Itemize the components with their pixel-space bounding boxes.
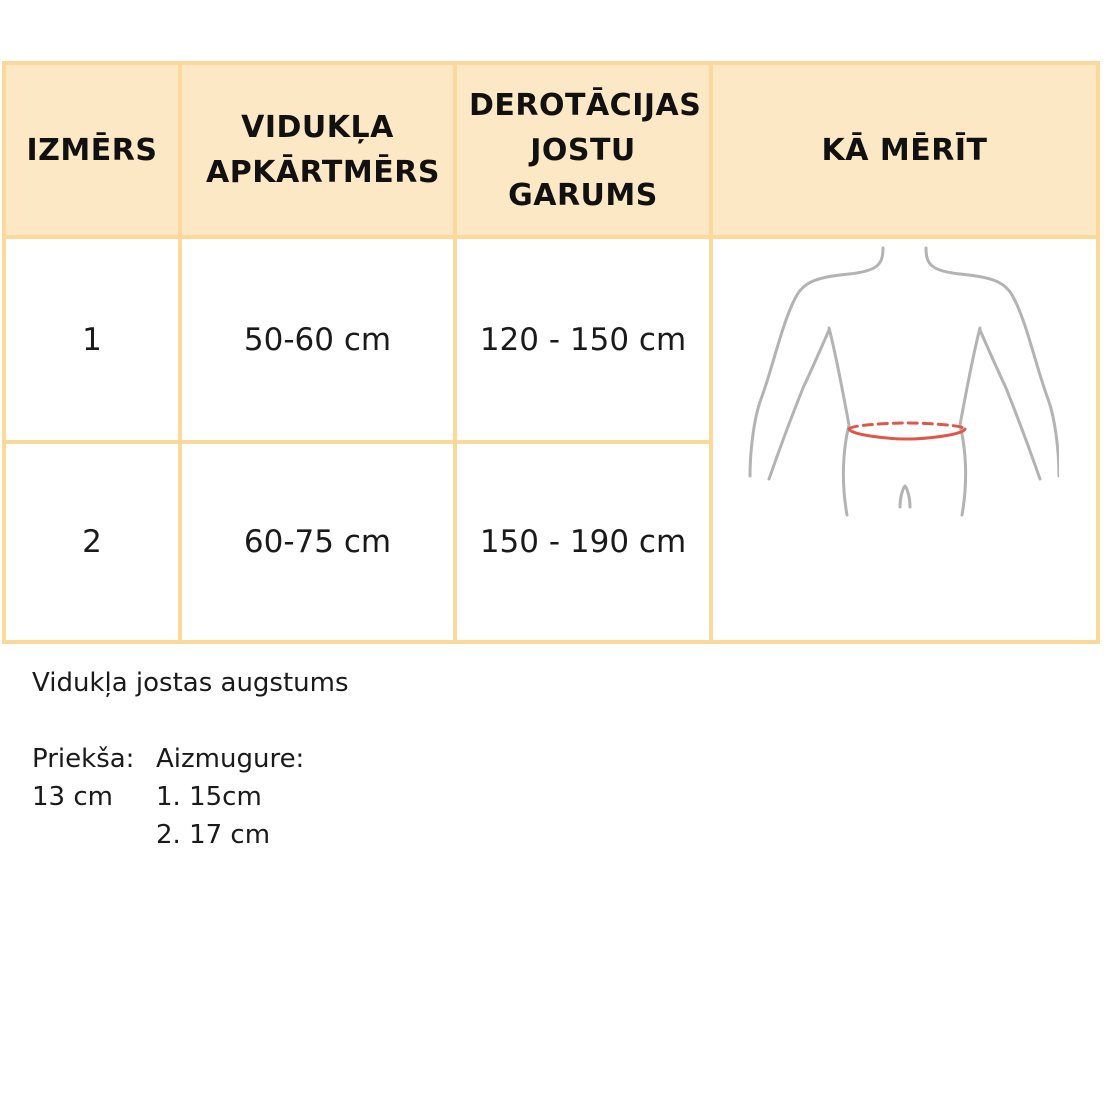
header-belt-length-label: DEROTĀCIJAS JOSTU GARUMS [469,87,702,213]
header-row [4,63,1098,237]
header-waist [180,63,455,237]
table-row [4,237,1098,442]
front-column [32,740,156,854]
notes-title: Vidukļa jostas augstums [32,668,349,698]
cell-size: 2 [4,442,180,642]
cell-belt-length: 120 - 150 cm [455,237,711,442]
header-belt-length [455,63,711,237]
front-label: Priekša: [32,744,135,774]
cell-waist: 50-60 cm [180,237,455,442]
header-waist-label: VIDUKĻA APKĀRTMĒRS [206,110,440,190]
header-size-label: IZMĒRS [26,132,158,168]
spacer [32,702,349,740]
size-table [2,61,1100,644]
torso-measurement-icon [739,243,1059,523]
header-how-to-measure-label: KĀ MĒRĪT [821,132,988,168]
back-label: Aizmugure: [156,744,305,774]
notes-columns [32,740,349,854]
cell-waist: 60-75 cm [180,442,455,642]
cell-belt-length: 150 - 190 cm [455,442,711,642]
cell-size: 1 [4,237,180,442]
header-how-to-measure [711,63,1098,237]
back-item: 2. 17 cm [156,820,271,850]
how-to-measure-figure-cell [711,237,1098,642]
header-size [4,63,180,237]
front-value: 13 cm [32,782,113,812]
back-item: 1. 15cm [156,782,262,812]
belt-height-notes [32,664,349,854]
back-column [156,740,304,854]
